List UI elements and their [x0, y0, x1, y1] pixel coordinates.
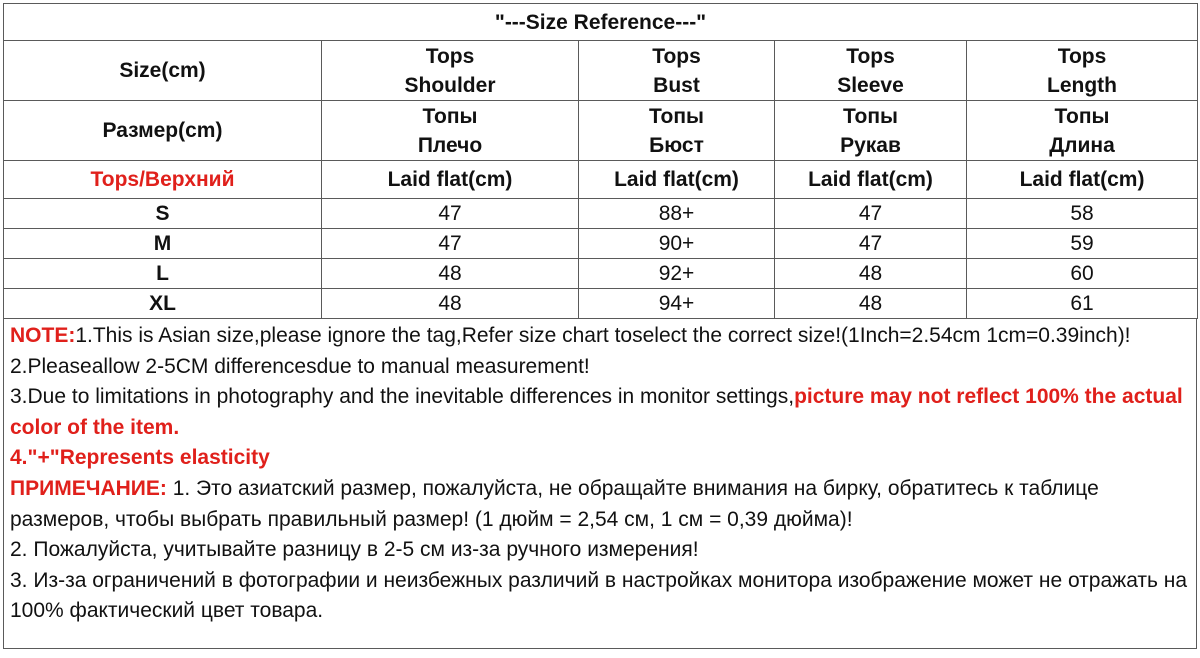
header-length: Tops Length: [967, 41, 1198, 101]
header-sleeve-ru: Топы Рукав: [775, 101, 967, 161]
note-1: [10, 321, 1190, 352]
bust-cell: 88+: [579, 199, 775, 229]
header-bust-ru: Топы Бюст: [579, 101, 775, 161]
note-3-warning: picture may not reflect 100% the actual color of the item.: [10, 385, 1183, 439]
bust-cell: 90+: [579, 229, 775, 259]
table-row: [4, 199, 1198, 229]
size-cm-label: Size(cm): [4, 41, 322, 101]
note-ru-2: 2. Пожалуйста, учитывайте разницу в 2-5 см из-за ручного измерения!: [10, 538, 699, 562]
sleeve-cell: 48: [775, 289, 967, 319]
note-2: 2.Pleaseallow 2-5CM differencesdue to manual measurement!: [10, 354, 590, 378]
header-shoulder-ru: Топы Плечо: [322, 101, 579, 161]
note-1-text: 1.This is Asian size,please ignore the tag,Refer size chart toselect the correct size!(1Inch=2.54cm 1cm=0.39inch)!: [75, 324, 1131, 347]
header-row-russian: [4, 101, 1198, 161]
tops-label: Tops/Верхний: [4, 161, 322, 199]
note-3-text: 3.Due to limitations in photography and the inevitable differences in monitor settings,: [10, 385, 795, 409]
size-cell: XL: [4, 289, 322, 319]
header-sleeve: Tops Sleeve: [775, 41, 967, 101]
note-label: NOTE:: [10, 324, 76, 347]
sleeve-cell: 47: [775, 199, 967, 229]
sleeve-cell: 47: [775, 229, 967, 259]
laid-flat-label: Laid flat(cm): [322, 161, 579, 199]
length-cell: 60: [967, 259, 1198, 289]
length-cell: 58: [967, 199, 1198, 229]
note-4: 4."+"Represents elasticity: [10, 446, 270, 470]
laid-flat-label: Laid flat(cm): [579, 161, 775, 199]
notes-block: [3, 319, 1197, 649]
header-row-english: [4, 41, 1198, 101]
size-cm-label-ru: Размер(cm): [4, 101, 322, 161]
size-reference-table: [3, 3, 1198, 319]
laid-flat-label: Laid flat(cm): [967, 161, 1198, 199]
table-row: [4, 229, 1198, 259]
size-cell: M: [4, 229, 322, 259]
shoulder-cell: 48: [322, 289, 579, 319]
header-length-ru: Топы Длина: [967, 101, 1198, 161]
note-ru-1: [10, 474, 1190, 535]
size-chart: [3, 3, 1197, 655]
header-shoulder: Tops Shoulder: [322, 41, 579, 101]
length-cell: 59: [967, 229, 1198, 259]
note-ru-1-text: 1. Это азиатский размер, пожалуйста, не обращайте внимания на бирку, обратитесь к таблице размеров, чтобы выбрать правильный размер! (1 дюйм = 2,54 см, 1 см = 0,39 дюйма)!: [10, 476, 1099, 531]
shoulder-cell: 48: [322, 259, 579, 289]
length-cell: 61: [967, 289, 1198, 319]
header-row-laid-flat: [4, 161, 1198, 199]
laid-flat-label: Laid flat(cm): [775, 161, 967, 199]
shoulder-cell: 47: [322, 229, 579, 259]
shoulder-cell: 47: [322, 199, 579, 229]
table-row: [4, 289, 1198, 319]
note-ru-label: ПРИМЕЧАНИЕ:: [10, 476, 167, 500]
header-bust: Tops Bust: [579, 41, 775, 101]
table-title: "---Size Reference---": [4, 4, 1198, 41]
bust-cell: 94+: [579, 289, 775, 319]
size-cell: L: [4, 259, 322, 289]
bust-cell: 92+: [579, 259, 775, 289]
note-ru-3: 3. Из-за ограничений в фотографии и неизбежных различий в настройках монитора изображение может не отражать на 100% фактический цвет товара.: [10, 568, 1188, 623]
size-cell: S: [4, 199, 322, 229]
note-3: [10, 382, 1190, 443]
sleeve-cell: 48: [775, 259, 967, 289]
table-row: [4, 259, 1198, 289]
